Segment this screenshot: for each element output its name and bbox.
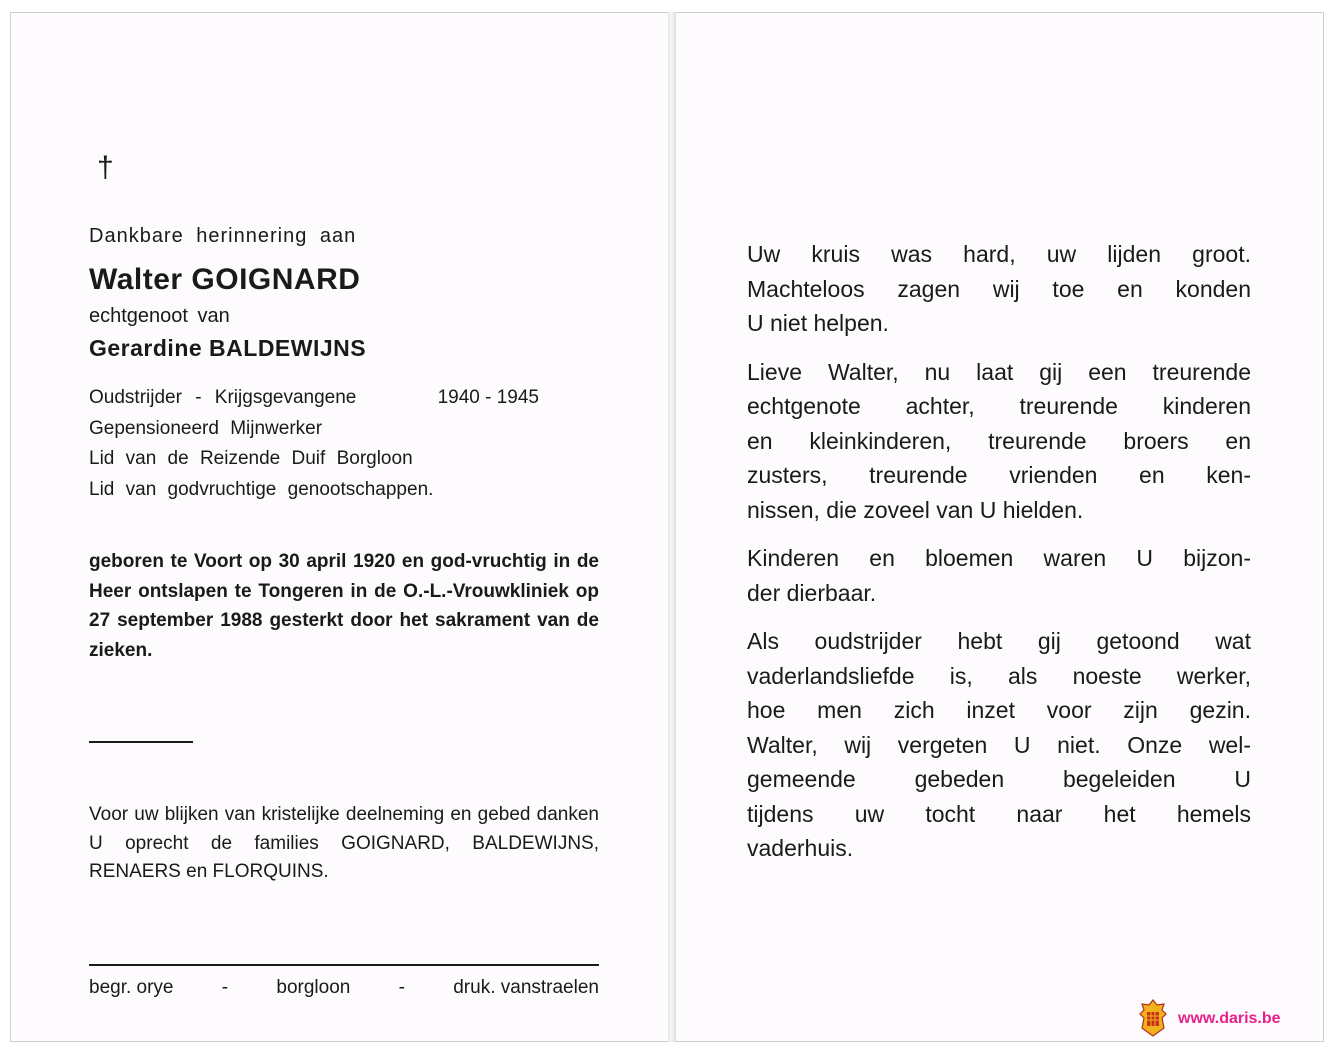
biography-text: geboren te Voort op 30 april 1920 en god-vruchtig in de Heer ontslapen te Tongeren in de O.-L.-Vrouwkliniek op 27 september 1988 gesterkt door het sakrament van de zieken.	[89, 551, 599, 661]
poem-line: hoe men zich inzet voor zijn gezin.	[747, 697, 1251, 723]
poem-line: vaderlandsliefde is, als noeste werker,	[747, 662, 1251, 689]
page-fold	[668, 12, 676, 1042]
poem-line: tijdens uw tocht naar het hemels	[747, 800, 1251, 827]
detail-line: Lid van de Reizende Duif Borgloon	[89, 448, 413, 469]
printer-part: druk. vanstraelen	[453, 977, 599, 998]
poem-line: Uw kruis was hard, uw lijden groot.	[747, 241, 1251, 267]
cross-icon: †	[97, 151, 114, 184]
poem-paragraph	[747, 355, 1251, 528]
poem-text	[747, 237, 1251, 880]
printer-separator: -	[221, 977, 229, 998]
right-page	[677, 13, 1325, 1043]
poem-paragraph	[747, 624, 1251, 866]
poem-line: echtgenote achter, treurende kinderen	[747, 393, 1251, 419]
poem-paragraph	[747, 541, 1251, 610]
poem-line: nissen, die zoveel van U hielden.	[747, 496, 1084, 523]
memorial-card	[10, 12, 1324, 1042]
detail-line	[89, 383, 539, 414]
poem-line: Walter, wij vergeten U niet. Onze wel-	[747, 731, 1251, 758]
printer-part: begr. orye	[89, 977, 174, 998]
divider	[89, 741, 193, 743]
poem-line: Lieve Walter, nu laat gij een treurende	[747, 358, 1251, 385]
spouse-name: Gerardine BALDEWIJNS	[89, 335, 367, 361]
crest-icon	[1138, 998, 1168, 1038]
detail-line: Lid van godvruchtige genootschappen.	[89, 478, 434, 500]
poem-line: gemeende gebeden begeleiden U	[747, 766, 1251, 792]
detail-text: Oudstrijder - Krijgsgevangene	[89, 387, 357, 408]
poem-line: Als oudstrijder hebt gij getoond wat	[747, 628, 1251, 654]
poem-line: en kleinkinderen, treurende broers en	[747, 427, 1251, 454]
poem-line: Kinderen en bloemen waren U bijzon-	[747, 545, 1251, 571]
poem-paragraph	[747, 237, 1251, 341]
detail-line: Gepensioneerd Mijnwerker	[89, 417, 323, 439]
details-list	[89, 383, 539, 505]
left-page	[11, 13, 669, 1043]
printer-separator: -	[398, 977, 405, 998]
printer-credit	[89, 977, 599, 999]
thanks-text: Voor uw blijken van kristelijke deelneming en gebed danken U oprecht de families GOIGNARD, BALDEWIJNS, RENAERS en FLORQUINS.	[89, 804, 599, 882]
poem-line: zusters, treurende vrienden en ken-	[747, 462, 1251, 488]
poem-line: vaderhuis.	[747, 835, 854, 861]
poem-line: Machteloos zagen wij toe en konden	[747, 275, 1251, 302]
divider	[89, 964, 599, 966]
deceased-name: Walter GOIGNARD	[89, 263, 361, 296]
printer-part: borgloon	[276, 977, 351, 998]
intro-text: Dankbare herinnering aan	[89, 225, 357, 247]
spouse-label: echtgenoot van	[89, 305, 230, 327]
poem-line: U niet helpen.	[747, 310, 889, 336]
detail-years: 1940 - 1945	[437, 387, 539, 408]
poem-line: der dierbaar.	[747, 579, 877, 606]
watermark-text[interactable]: www.daris.be	[1178, 1010, 1281, 1027]
